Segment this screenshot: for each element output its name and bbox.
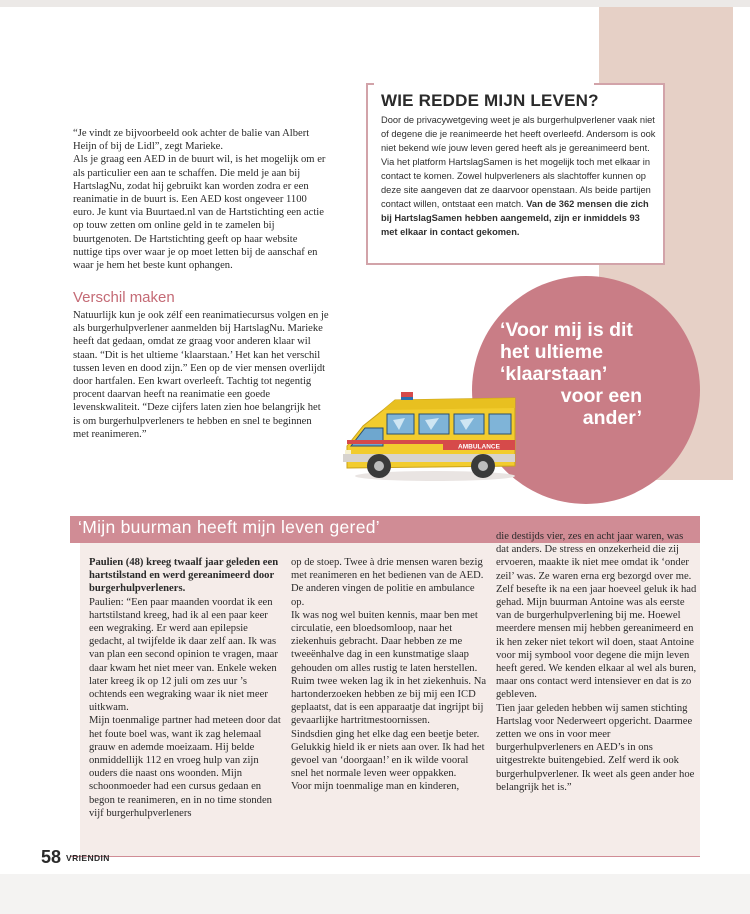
story-column-1 xyxy=(89,556,285,820)
intro-column xyxy=(73,127,329,272)
story-paragraph: die destijds vier, zes en acht jaar waren, was dat anders. De stress en onzekerheid die zij ervoeren, maakte ik niet mee omdat ik ‘onder zeil’ was. Ze waren erna erg bezorgd over me. xyxy=(496,531,692,582)
story-paragraph: Paulien: “Een paar maanden voordat ik een hartstilstand kreeg, had ik al een paar keer een wegraking. Er werd aan epilepsie gedacht, al twijfelde ik daar zelf aan. Ik was van plan een second opinion te vragen, maar daar kwam het niet meer van. Enkele weken later kreeg ik op 12 juli om zes uur ’s ochtends een wegraking waar ik niet meer uitkwam. xyxy=(89,596,278,714)
ambulance-label: AMBULANCE xyxy=(458,443,500,451)
story-paragraph: Zelf besefte ik na een jaar hoeveel geluk ik had gehad. Mijn buurman Antoine was als eerste van de burgerhulpverlening bij me. Hoewel meerdere mensen mij hebben gereanimeerd en ik hen zeker niet tekort wil doen, staat Antoine voor mij symbool voor degene die mijn leven heeft gered. We kenden elkaar al wel als buren, maar ons contact werd intensiever en dat is zo gebleven. xyxy=(496,583,697,701)
story-title: ‘Mijn buurman heeft mijn leven gered’ xyxy=(78,517,380,537)
quote-line: het ultieme xyxy=(500,341,603,363)
story-paragraph: Sindsdien ging het elke dag een beetje beter. Gelukkig hield ik er niets aan over. Ik had het gevoel van ‘doorgaan!’ en ik wilde vooral snel het normale leven weer oppakken. xyxy=(291,728,485,780)
quote-line: voor een xyxy=(560,385,642,407)
story-paragraph: Ik was nog wel buiten kennis, maar ben met circulatie, een bloedsomloop, naar het ziekenhuis gebracht. Daar hebben ze me tweeënhalve dag in een kunstmatige slaap gehouden om alles rustig te laten herstellen. Ruim twee weken lag ik in het ziekenhuis. Na hartonderzoeken hebben ze bij mij een ICD geplaatst, dat is een apparaatje dat ingrijpt bij gevaarlijke hartritmestoornissen. xyxy=(291,609,487,727)
magazine-name: VRIENDIN xyxy=(66,853,110,863)
page-number: 58 xyxy=(41,847,62,867)
info-box-bold-text: Van de 362 mensen die zich bij HartslagSamen hebben aangemeld, zijn er inmiddels 93 met elkaar in contact gekomen. xyxy=(381,199,649,237)
section-column xyxy=(73,309,329,441)
story-paragraph: Voor mijn toenmalige man en kinderen, xyxy=(291,781,460,793)
story-lede: Paulien (48) kreeg twaalf jaar geleden een hartstilstand en werd gereanimeerd door burgerhulpverleners. xyxy=(89,557,279,595)
section-paragraph: Natuurlijk kun je ook zélf een reanimatiecursus volgen en je als burgerhulpverlener aanmelden bij HartslagNu. Marieke heeft dat gedaan, omdat ze graag voor anderen klaar wil staan. “Dit is het ultieme ‘klaarstaan.’ Het kan het verschil tussen leven en dood zijn.” Een op de vier mensen overlijdt door hartfalen. Een kwart overleeft. Tachtig tot negentig procent daarvan heeft na reanimatie een goede levenskwaliteit. “Deze cijfers laten zien hoe belangrijk het is om burgerhulpverleners te hebben en snel te beginnen met reanimeren.” xyxy=(73,310,329,440)
page-bottom-edge xyxy=(0,874,750,914)
info-box-text: Door de privacywetgeving weet je als burgerhulpverlener vaak niet of degene die je reanimeerde het heeft overleefd. Andersom is ook niet bekend wíe jouw leven gered heeft als je gereanimeerd bent. Via het platform HartslagSamen is het mogelijk toch met elkaar in contact te komen. Zowel hulpverleners als slachtoffer kunnen op deze site aangeven dat ze daarvoor openstaan. Als beide partijen contact willen, ontstaat een match. xyxy=(381,115,656,209)
story-column-2 xyxy=(291,556,487,794)
story-paragraph: op de stoep. Twee à drie mensen waren bezig met reanimeren en het bedienen van de AED. De anderen vingen de politie en ambulance op. xyxy=(291,557,484,608)
info-box-body xyxy=(381,113,656,239)
pull-quote xyxy=(500,319,672,429)
ambulance-illustration xyxy=(343,390,518,482)
story-column-3 xyxy=(496,530,698,794)
info-box-title: WIE REDDE MIJN LEVEN? xyxy=(381,91,599,110)
info-box-title-gap xyxy=(374,79,594,85)
quote-line: ‘Voor mij is dit xyxy=(500,319,633,341)
quote-line: ‘klaarstaan’ xyxy=(500,363,608,385)
intro-paragraph: Als je graag een AED in de buurt wil, is het mogelijk om er als particulier een aan te schaffen. Die meld je aan bij HartslagNu, zodat hij gebruikt kan worden zodra er een reanimatie in de buurt is. Een AED kost ongeveer 1100 euro. Je kunt via Buurtaed.nl van de Hartstichting een actie op touw zetten om online geld in te zamelen bij buurtgenoten. De Hartstichting geeft op haar website nuttige tips over waar je op moet letten bij de aanschaf en waar je hem het beste kunt ophangen. xyxy=(73,154,326,272)
story-paragraph: Mijn toenmalige partner had meteen door dat het foute boel was, want ik zag helemaal grauw en ademde moeizaam. Hij belde onmiddellijk 112 en vroeg hulp van zijn ouders die naast ons woonden. Mijn schoonmoeder had een cursus gedaan en begon te reanimeren, en in no time stonden vijf burgerhulpverleners xyxy=(89,715,281,819)
section-heading: Verschil maken xyxy=(73,289,175,306)
intro-paragraph: “Je vindt ze bijvoorbeeld ook achter de balie van Albert Heijn of bij de Lidl”, zegt Marieke. xyxy=(73,128,310,153)
quote-line: ander’ xyxy=(582,407,642,429)
footer-rule xyxy=(70,856,700,857)
story-paragraph: Tien jaar geleden hebben wij samen stichting Hartslag voor Nederweert opgericht. Daarmee zetten we ons in voor meer burgerhulpverleners en AED’s in ons uitgestrekte buitengebied. Zelf werd ik ook burgerhulpverlener. Ik weet als geen ander hoe belangrijk het is.” xyxy=(496,702,695,793)
page-top-edge xyxy=(0,0,750,7)
